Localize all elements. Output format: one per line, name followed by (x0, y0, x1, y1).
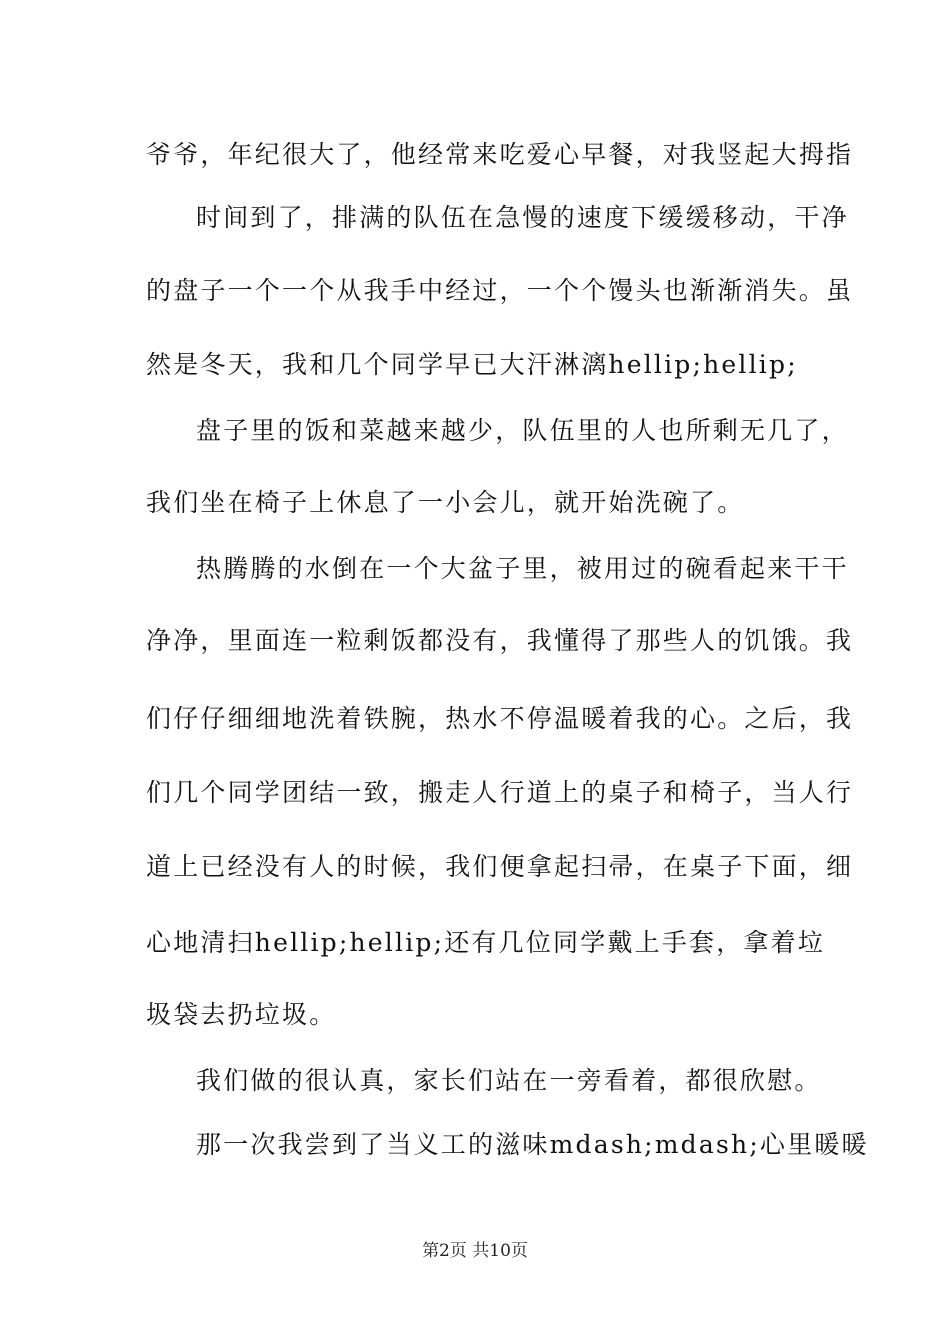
text-line-5: 盘子里的饭和菜越来越少，队伍里的人也所剩无几了， (196, 416, 849, 445)
text-line-8: 净净，里面连一粒剩饭都没有，我懂得了那些人的饥饿。我 (146, 626, 854, 655)
text-line-11: 道上已经没有人的时候，我们便拿起扫帚，在桌子下面，细 (146, 852, 854, 881)
text-line-9: 们仔仔细细地洗着铁腕，热水不停温暖着我的心。之后，我 (146, 704, 854, 733)
text-line-4: 然是冬天，我和几个同学早已大汗淋漓hellip;hellip; (146, 350, 798, 379)
text-line-7: 热腾腾的水倒在一个大盆子里，被用过的碗看起来干干 (196, 554, 849, 583)
text-line-15: 那一次我尝到了当义工的滋味mdash;mdash;心里暖暖 (196, 1130, 869, 1159)
text-line-3: 的盘子一个一个从我手中经过，一个个馒头也渐渐消失。虽 (146, 276, 854, 305)
text-line-6: 我们坐在椅子上休息了一小会儿，就开始洗碗了。 (146, 488, 745, 517)
text-line-14: 我们做的很认真，家长们站在一旁看着，都很欣慰。 (196, 1066, 822, 1095)
page-number-footer: 第2页 共10页 (422, 1241, 528, 1261)
text-line-12: 心地清扫hellip;hellip;还有几位同学戴上手套，拿着垃 (146, 928, 826, 957)
text-line-10: 们几个同学团结一致，搬走人行道上的桌子和椅子，当人行 (146, 778, 854, 807)
text-line-2: 时间到了，排满的队伍在急慢的速度下缓缓移动，干净 (196, 203, 849, 232)
text-line-1: 爷爷，年纪很大了，他经常来吃爱心早餐，对我竖起大拇指 (146, 140, 854, 169)
text-line-13: 圾袋去扔垃圾。 (146, 1000, 337, 1029)
